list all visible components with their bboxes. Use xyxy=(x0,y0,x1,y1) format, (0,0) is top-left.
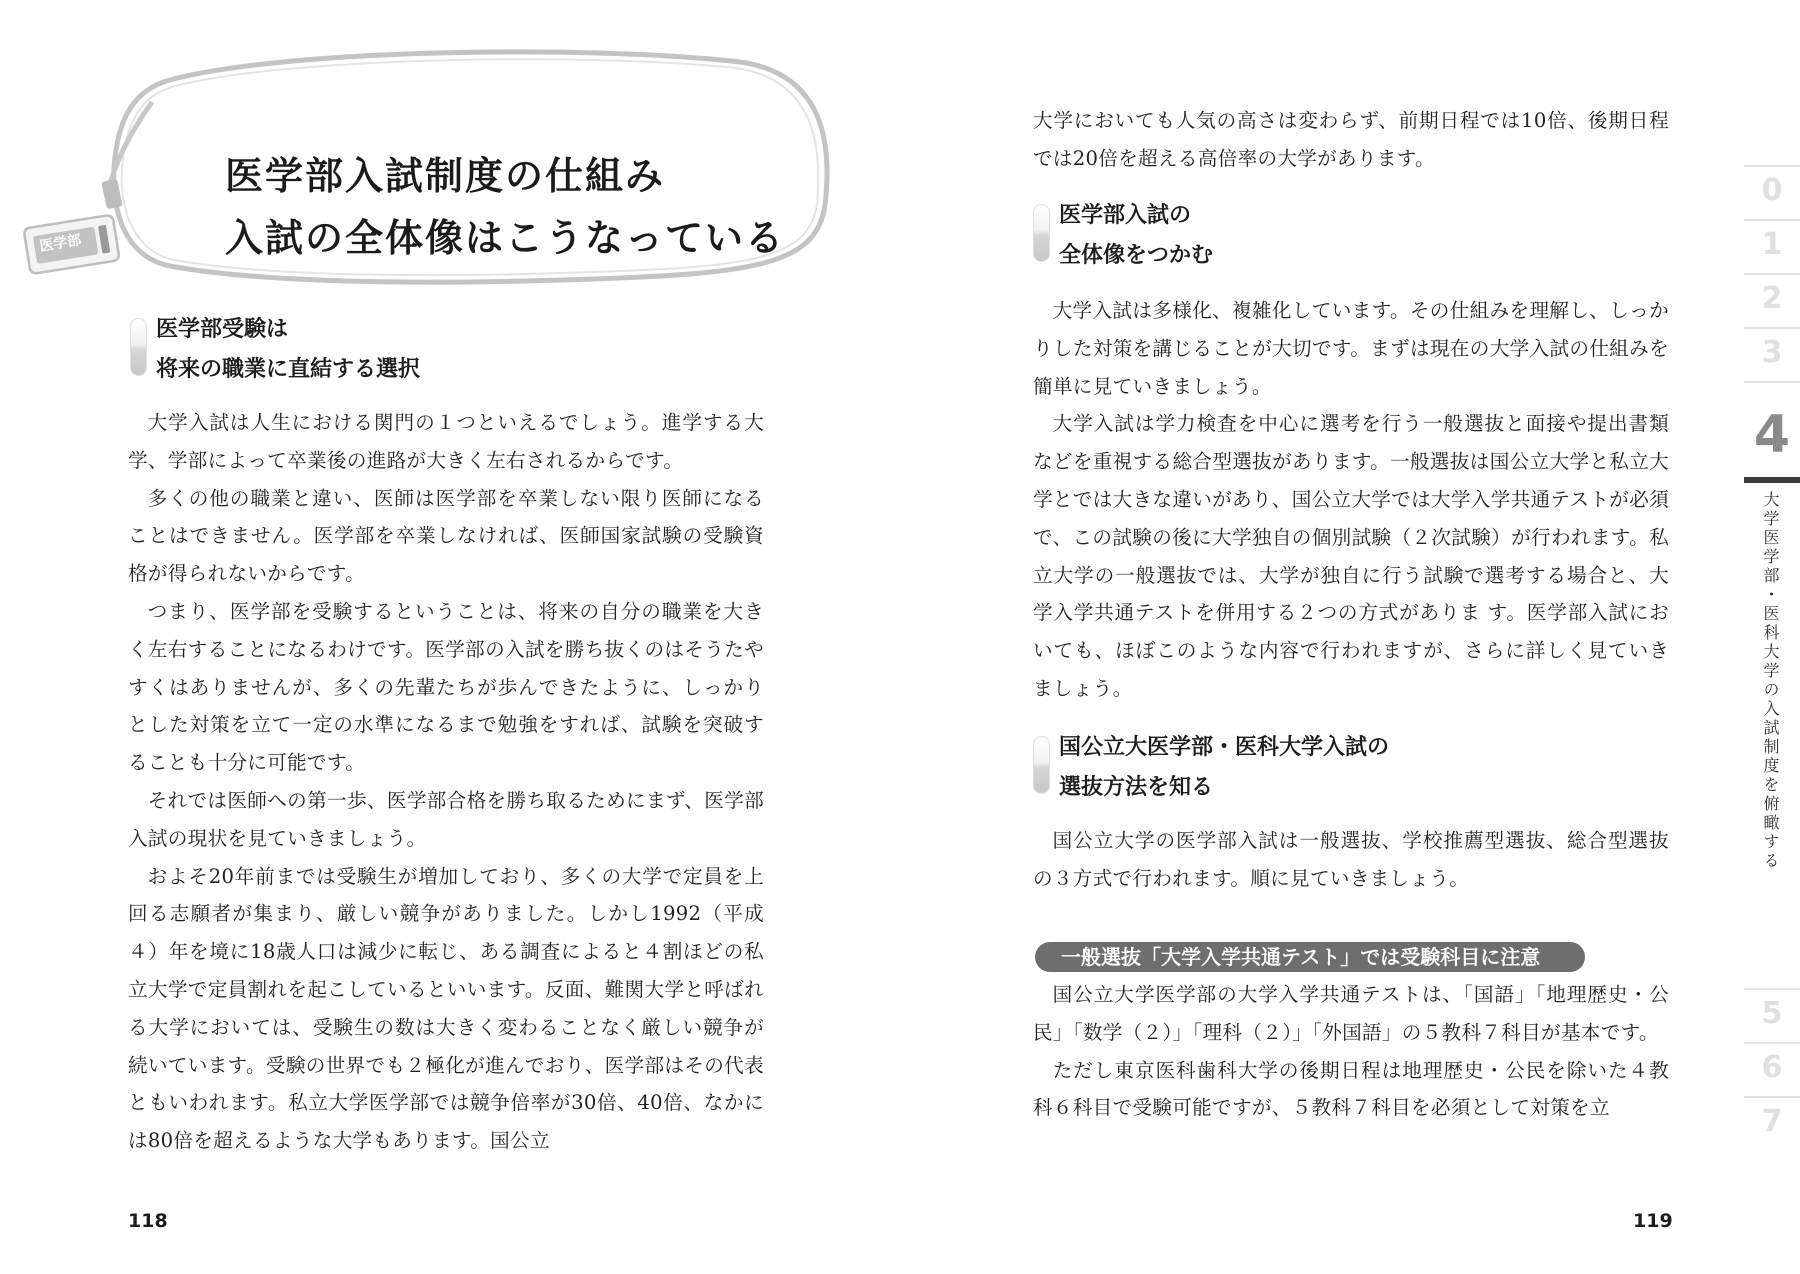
section-heading-2-line2: 全体像をつかむ xyxy=(1059,243,1214,268)
badge-label: 医学部 xyxy=(38,232,83,255)
index-number-6: 6 xyxy=(1761,1050,1783,1085)
capsule-icon xyxy=(1033,736,1050,794)
right-paragraph: 国公立大学の医学部入試は一般選抜、学校推薦型選抜、総合型選抜の３方式で行われます。順に見ていきましょう。 xyxy=(1033,829,1669,890)
section-heading-3-line2: 選抜方法を知る xyxy=(1059,775,1214,800)
right-paragraph: 国公立大学医学部の大学入学共通テストは、「国語」「地理歴史・公民」「数学（２）」「理科（２）」「外国語」の５教科７科目が基本です。 xyxy=(1033,983,1669,1044)
page-number-right: 119 xyxy=(1633,1210,1673,1232)
section-heading-3 xyxy=(1033,728,1593,808)
index-number-7: 7 xyxy=(1761,1104,1783,1139)
right-paragraph: ただし東京医科歯科大学の後期日程は地理歴史・公民を除いた４教科６科目で受験可能ですが、５教科７科目を必須として対策を立 xyxy=(1033,1058,1669,1120)
left-paragraph: それでは医師への第一歩、医学部合格を勝ち取るためにまず、医学部入試の現状を見ていきましょう。 xyxy=(128,788,764,850)
section-heading-2-text xyxy=(1059,196,1213,276)
chapter-index xyxy=(1744,165,1800,1165)
index-divider xyxy=(1744,1096,1800,1098)
index-active-bar xyxy=(1744,477,1800,483)
left-body xyxy=(128,404,764,1160)
index-number-2: 2 xyxy=(1761,281,1783,316)
page-number-left: 118 xyxy=(128,1210,168,1232)
capsule-icon xyxy=(130,318,147,376)
chapter-vertical-label: 大学医学部・医科大学の入試制度を俯瞰する xyxy=(1761,491,1780,871)
chapter-title xyxy=(225,145,785,269)
index-divider xyxy=(1744,327,1800,329)
section-heading-2-line1: 医学部入試の xyxy=(1059,203,1192,228)
index-divider xyxy=(1744,165,1800,167)
capsule-icon xyxy=(1033,204,1050,262)
index-number-5: 5 xyxy=(1761,996,1783,1031)
section-heading-1 xyxy=(130,310,650,390)
index-divider xyxy=(1744,988,1800,990)
section-heading-3-line1: 国公立大医学部・医科大学入試の xyxy=(1059,735,1390,760)
section-heading-1-line2: 将来の職業に直結する選択 xyxy=(156,357,421,382)
section-heading-1-line1: 医学部受験は xyxy=(156,317,289,342)
chapter-title-line2: 入試の全体像はこうなっている xyxy=(225,216,786,260)
subhead-banner: 一般選抜「大学入学共通テスト」では受験科目に注意 xyxy=(1035,942,1585,972)
index-number-0: 0 xyxy=(1761,173,1783,208)
section3-body xyxy=(1033,822,1669,898)
left-paragraph: つまり、医学部を受験するということは、将来の自分の職業を大きく左右することになるわけです。医学部の入試を勝ち抜くのはそうたやすくはありませんが、多くの先輩たちが歩んできたように、しっかりとした対策を立て一定の水準になるまで勉強をすれば、試験を突破することも十分に可能です。 xyxy=(128,599,764,775)
index-divider xyxy=(1744,273,1800,275)
left-paragraph: 大学入試は人生における関門の１つといえるでしょう。進学する大学、学部によって卒業後の進路が大きく左右されるからです。 xyxy=(128,411,764,472)
section-heading-2 xyxy=(1033,196,1553,276)
index-active-number: 4 xyxy=(1753,405,1791,465)
left-paragraph: 多くの他の職業と違い、医師は医学部を卒業しない限り医師になることはできません。医学部を卒業しなければ、医師国家試験の受験資格が得られないからです。 xyxy=(128,486,764,586)
index-number-3: 3 xyxy=(1761,335,1783,370)
index-divider xyxy=(1744,1042,1800,1044)
left-paragraph: およそ20年前までは受験生が増加しており、多くの大学で定員を上回る志願者が集まり、厳しい競争がありました。しかし1992（平成４）年を境に18歳人口は減少に転じ、ある調査によると４割ほどの私立大学で定員割れを起こしているといいます。反面、難関大学と呼ばれる大学においては、受験生の数は大きく変わることなく厳しい競争が続いています。受験の世界でも２極化が進んでおり、医学部はその代表ともいわれます。私立大学医学部では競争倍率が30倍、40倍、なかには80倍を超えるような大学もあります。国公立 xyxy=(128,864,764,1153)
continuation-paragraph: 大学においても人気の高さは変わらず、前期日程では10倍、後期日程では20倍を超える高倍率の大学があります。 xyxy=(1033,109,1669,170)
index-divider xyxy=(1744,219,1800,221)
title-bubble xyxy=(20,40,840,300)
index-divider xyxy=(1744,381,1800,383)
section2-body xyxy=(1033,292,1669,708)
index-number-1: 1 xyxy=(1761,227,1783,262)
right-paragraph: 大学入試は学力検査を中心に選考を行う一般選抜と面接や提出書類などを重視する総合型選抜があります。一般選抜は国公立大学と私立大学とでは大きな違いがあり、国公立大学では大学入学共通テストが必須で、この試験の後に大学独自の個別試験（２次試験）が行われます。私立大学の一般選抜では、大学が独自に行う試験で選考する場合と、大学入学共通テストを併用する２つの方式がありま す。医学部入試においても、ほぼこのような内容で行われますが、さらに詳しく見ていきましょう。 xyxy=(1033,412,1669,700)
section-heading-3-text xyxy=(1059,728,1389,808)
section-heading-1-text xyxy=(156,310,420,390)
chapter-title-line1: 医学部入試制度の仕組み xyxy=(225,154,666,198)
right-continuation xyxy=(1033,102,1669,178)
right-paragraph: 大学入試は多様化、複雑化しています。その仕組みを理解し、しっかりした対策を講じることが大切です。まずは現在の大学入試の仕組みを簡単に見ていきましょう。 xyxy=(1033,299,1669,398)
subhead-body xyxy=(1033,976,1669,1127)
